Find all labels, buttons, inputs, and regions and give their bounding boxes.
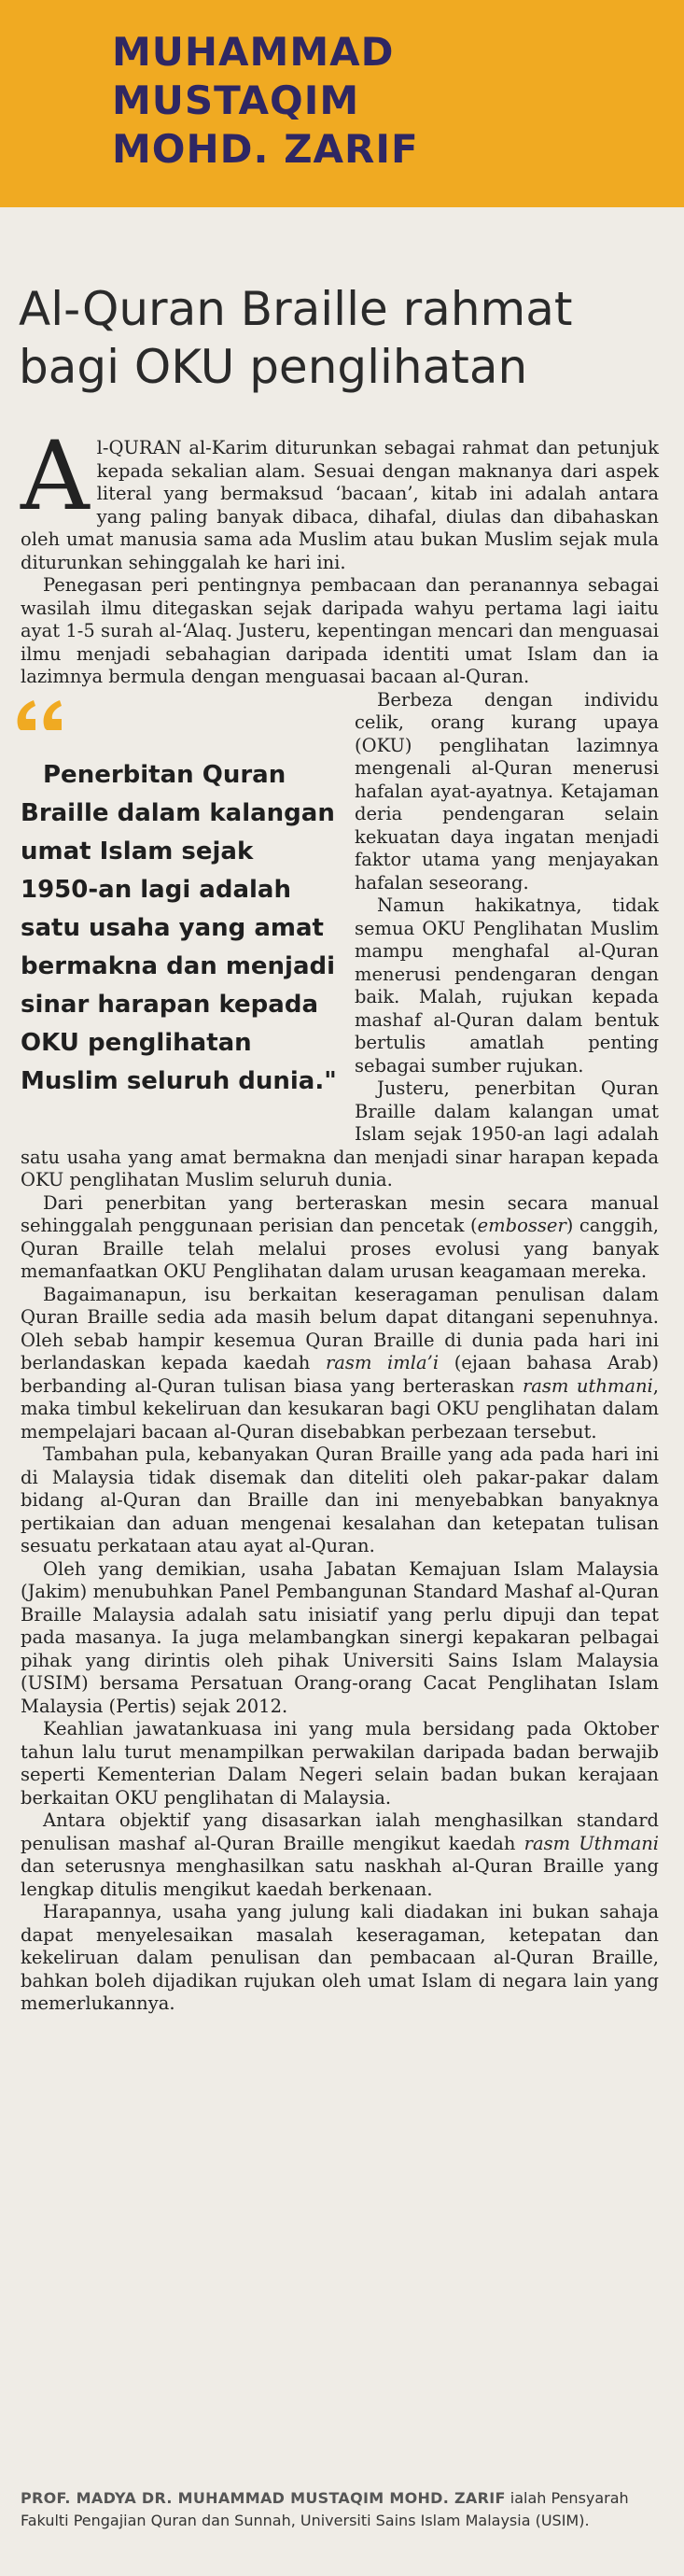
paragraph: Justeru, penerbitan Quran Braille dalam kalangan umat Islam sejak 1950-an lagi adalah satu usaha yang amat bermakna dan menjadi sinar harapan kepada OKU penglihatan Muslim seluruh dunia. (21, 1077, 659, 1190)
author-name-line: MUSTAQIM (112, 77, 360, 123)
paragraph: Namun hakikatnya, tidak semua OKU Penglihatan Muslim mampu menghafal al-Quran menerusi pendengaran dengan baik. Malah, rujukan kepada mashaf al-Quran dalam bentuk bertulis amatlah penting sebagai sumber rujukan. (355, 894, 659, 1077)
paragraph: Keahlian jawatankuasa ini yang mula bersidang pada Oktober tahun lalu turut menampilkan perwakilan daripada badan berwajib seperti Kementerian Dalam Negeri selain badan bukan kerajaan berkaitan OKU penglihatan di Malaysia. (21, 1718, 659, 1809)
paragraph: Oleh yang demikian, usaha Jabatan Kemajuan Islam Malaysia (Jakim) menubuhkan Panel Pembangunan Standard Mashaf al-Quran Braille Malaysia adalah satu inisiatif yang perlu dipuji dan tepat pada masanya. Ia juga melambangkan sinergi kepakaran pelbagai pihak yang dirintis oleh pihak Universiti Sains Islam Malaysia (USIM) bersama Persatuan Orang-orang Cacat Penglihatan Islam Malaysia (Pertis) sejak 2012. (21, 1557, 659, 1717)
drop-cap: A (21, 421, 90, 532)
headline-line: Al-Quran Braille rahmat (19, 282, 573, 336)
article-headline (19, 280, 672, 396)
paragraph (21, 1809, 659, 1901)
article-body (21, 421, 659, 2016)
emphasis: rasm Uthmani (523, 1832, 659, 1854)
pull-quote (21, 697, 338, 1135)
byline-role: ialah Pensyarah Fakulti Pengajian Quran dan Sunnah, Universiti Sains Islam Malaysia (USIM). (21, 2489, 629, 2529)
author-byline (21, 2487, 664, 2532)
paragraph: Tambahan pula, kebanyakan Quran Braille yang ada pada hari ini di Malaysia tidak disemak dan diteliti oleh pakar-pakar dalam bidang al-Quran dan Braille dan ini menyebabkan banyaknya pertikaian dan aduan mengenai kesalahan dan ketepatan tulisan sesuatu perkataan atau ayat al-Quran. (21, 1443, 659, 1556)
emphasis: rasm uthmani (522, 1374, 653, 1397)
quote-marks-icon (13, 697, 69, 734)
paragraph-text: (ejaan bahasa Arab) berbanding al-Quran tulisan biasa yang berteraskan (21, 1352, 659, 1397)
paragraph-text: Dari penerbitan yang berteraskan mesin secara manual sehinggalah penggunaan perisian dan pencetak ( (21, 1191, 659, 1236)
emphasis: embosser (477, 1215, 566, 1236)
paragraph-text: , maka timbul kekeliruan dan kesukaran bagi OKU penglihatan dalam mempelajari bacaan al-Quran disebabkan perbezaan tersebut. (21, 1374, 659, 1443)
paragraph-text: Antara objektif yang disasarkan ialah menghasilkan standard penulisan mashaf al-Quran Braille mengikut kaedah (21, 1809, 659, 1854)
headline-line: bagi OKU penglihatan (19, 340, 528, 394)
byline-author: PROF. MADYA DR. MUHAMMAD MUSTAQIM MOHD. ZARIF (21, 2489, 506, 2507)
paragraph-text: Bagaimanapun, isu berkaitan keseragaman penulisan dalam Quran Braille sedia ada masih belum dapat ditangani sepenuhnya. Oleh sebab hampir kesemua Quran Braille di dunia pada hari ini berlandaskan kepada kaedah (21, 1283, 659, 1373)
author-banner (0, 0, 684, 207)
paragraph: Harapannya, usaha yang julung kali diadakan ini bukan sahaja dapat menyelesaikan masalah keseragaman, ketepatan dan kekeliruan dalam penulisan dan pembacaan al-Quran Braille, bahkan boleh dijadikan rujukan oleh umat Islam di negara lain yang memerlukannya. (21, 1901, 659, 2014)
author-name-banner (112, 28, 419, 174)
author-name-line: MUHAMMAD (112, 29, 395, 75)
paragraph-text: l-QURAN al-Karim diturunkan sebagai rahmat dan petunjuk kepada sekalian alam. Sesuai dengan maknanya dari aspek literal yang bermaksud ‘bacaan’, kitab ini adalah antara yang paling banyak dibaca, dihafal, diulas dan dibahaskan oleh umat manusia sama ada Muslim atau bukan Muslim sejak mula diturunkan sehinggalah ke hari ini. (21, 437, 659, 573)
author-name-line: MOHD. ZARIF (112, 126, 419, 172)
pull-quote-text: Penerbitan Quran Braille dalam kalangan umat Islam sejak 1950-an lagi adalah satu usaha yang amat bermakna dan menjadi sinar harapan kepada OKU penglihatan Muslim seluruh dunia." (21, 760, 337, 1095)
paragraph: Penegasan peri pentingnya pembacaan dan peranannya sebagai wasilah ilmu ditegaskan sejak daripada wahyu pertama lagi iaitu ayat 1-5 surah al-‘Alaq. Justeru, kepentingan mencari dan menguasai ilmu menjadi sebahagian daripada identiti umat Islam dan ia lazimnya bermula dengan menguasai bacaan al-Quran. (21, 574, 659, 687)
paragraph (21, 421, 659, 574)
emphasis: rasm imla’i (325, 1352, 440, 1373)
paragraph (21, 1284, 659, 1444)
paragraph: Berbeza dengan individu celik, orang kurang upaya (OKU) penglihatan lazimnya mengenali al-Quran menerusi hafalan ayat-ayatnya. Ketajaman deria pendengaran selain kekuatan daya ingatan menjadi faktor utama yang menjayakan hafalan seseorang. (355, 688, 659, 894)
paragraph-text: ) canggih, Quran Braille telah melalui proses evolusi yang banyak memanfaatkan OKU Penglihatan dalam urusan keagamaan mereka. (21, 1215, 659, 1282)
paragraph-text: dan seterusnya menghasilkan satu naskhah al-Quran Braille yang lengkap ditulis mengikut kaedah berkenaan. (21, 1855, 659, 1900)
paragraph (21, 1192, 659, 1284)
